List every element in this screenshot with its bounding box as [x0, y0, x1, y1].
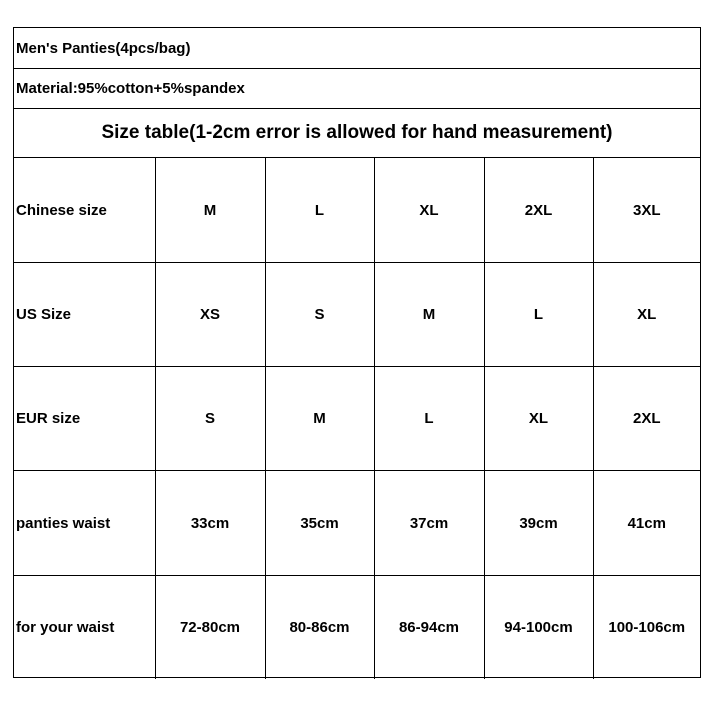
table-cell: XL — [374, 158, 484, 263]
table-cell: XS — [155, 263, 265, 367]
table-cell: 94-100cm — [484, 576, 593, 680]
size-chart — [13, 27, 701, 678]
row-label: panties waist — [14, 471, 155, 576]
row-label: for your waist — [14, 576, 155, 680]
table-row-your-waist — [14, 576, 700, 680]
table-cell: M — [155, 158, 265, 263]
size-table — [14, 158, 700, 679]
table-cell: 33cm — [155, 471, 265, 576]
table-row-panties-waist — [14, 471, 700, 576]
table-row-us-size — [14, 263, 700, 367]
table-row-chinese-size — [14, 158, 700, 263]
table-cell: S — [155, 367, 265, 471]
table-cell: 2XL — [593, 367, 700, 471]
table-cell: M — [374, 263, 484, 367]
size-table-title: Size table(1-2cm error is allowed for hand measurement) — [101, 122, 613, 143]
table-cell: XL — [484, 367, 593, 471]
table-cell: 35cm — [265, 471, 374, 576]
table-cell: 100-106cm — [608, 619, 686, 636]
table-cell: L — [265, 158, 374, 263]
table-cell: L — [374, 367, 484, 471]
row-label: Chinese size — [14, 158, 155, 263]
material-info: Material:95%cotton+5%spandex — [16, 80, 245, 97]
table-cell: 2XL — [484, 158, 593, 263]
row-label: US Size — [14, 263, 155, 367]
product-name: Men's Panties(4pcs/bag) — [16, 39, 191, 57]
table-cell: XL — [593, 263, 700, 367]
table-cell: M — [265, 367, 374, 471]
row-label: EUR size — [14, 367, 155, 471]
table-row-eur-size — [14, 367, 700, 471]
product-row — [14, 28, 700, 69]
table-cell: S — [265, 263, 374, 367]
table-cell: 37cm — [374, 471, 484, 576]
table-cell: 80-86cm — [265, 576, 374, 680]
table-cell: 72-80cm — [155, 576, 265, 680]
material-row — [14, 69, 700, 109]
table-cell: 39cm — [484, 471, 593, 576]
size-table-title-row — [14, 109, 700, 158]
table-cell: L — [484, 263, 593, 367]
table-cell: 86-94cm — [374, 576, 484, 680]
table-cell: 41cm — [593, 471, 700, 576]
table-cell: 3XL — [593, 158, 700, 263]
